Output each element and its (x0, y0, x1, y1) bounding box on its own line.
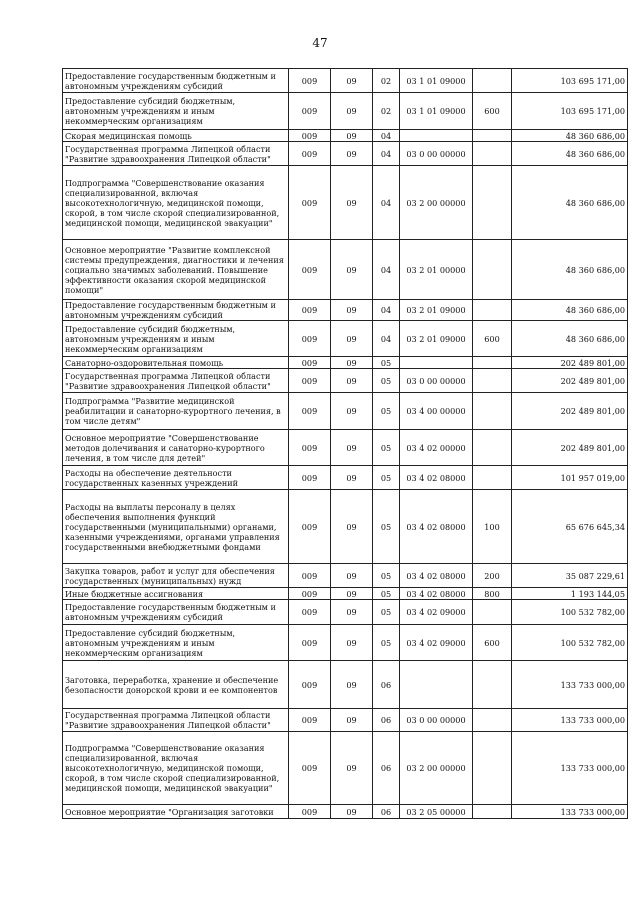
subsection-code: 04 (373, 321, 400, 357)
table-row (63, 600, 628, 625)
row-amount: 202 489 801,00 (512, 357, 628, 369)
grbs-code: 009 (289, 93, 331, 130)
grbs-code: 009 (289, 321, 331, 357)
table-row (63, 240, 628, 300)
table-row (63, 490, 628, 564)
row-name: Основное мероприятие "Организация заготовки (63, 805, 289, 819)
row-amount: 48 360 686,00 (512, 240, 628, 300)
subsection-code: 05 (373, 369, 400, 393)
section-code: 09 (331, 661, 373, 709)
row-name: Основное мероприятие "Совершенствование методов долечивания и санаторно-курортного лечения, в том числе для детей" (63, 430, 289, 466)
section-code: 09 (331, 709, 373, 732)
grbs-code: 009 (289, 490, 331, 564)
expense-type-code (473, 393, 512, 430)
target-article-code: 03 4 02 00000 (400, 430, 473, 466)
subsection-code: 05 (373, 430, 400, 466)
row-name: Предоставление субсидий бюджетным, автономным учреждениям и иным некоммерческим организациям (63, 321, 289, 357)
table-row (63, 93, 628, 130)
grbs-code: 009 (289, 466, 331, 490)
row-name: Подпрограмма "Развитие медицинской реабилитации и санаторно-курортного лечения, в том числе детям" (63, 393, 289, 430)
grbs-code: 009 (289, 600, 331, 625)
section-code: 09 (331, 300, 373, 321)
row-name: Предоставление субсидий бюджетным, автономным учреждениям и иным некоммерческим организациям (63, 93, 289, 130)
expense-type-code (473, 142, 512, 166)
target-article-code: 03 4 00 00000 (400, 393, 473, 430)
row-amount: 202 489 801,00 (512, 369, 628, 393)
grbs-code: 009 (289, 166, 331, 240)
target-article-code (400, 130, 473, 142)
row-amount: 1 193 144,05 (512, 588, 628, 600)
grbs-code: 009 (289, 661, 331, 709)
section-code: 09 (331, 625, 373, 661)
row-name: Предоставление субсидий бюджетным, автономным учреждениям и иным некоммерческим организациям (63, 625, 289, 661)
target-article-code: 03 2 01 09000 (400, 321, 473, 357)
expense-type-code: 100 (473, 490, 512, 564)
row-name: Скорая медицинская помощь (63, 130, 289, 142)
subsection-code: 04 (373, 142, 400, 166)
table-row (63, 564, 628, 588)
row-name: Расходы на выплаты персоналу в целях обеспечения выполнения функций государственными (муниципальными) органами, казенными учреждениями, органами управления государственными внебюджетными фондами (63, 490, 289, 564)
section-code: 09 (331, 130, 373, 142)
section-code: 09 (331, 369, 373, 393)
subsection-code: 05 (373, 393, 400, 430)
section-code: 09 (331, 240, 373, 300)
table-row (63, 466, 628, 490)
section-code: 09 (331, 69, 373, 93)
row-name: Подпрограмма "Совершенствование оказания специализированной, включая высокотехнологичную, медицинской помощи, скорой, в том числе скорой специализированной, медицинской помощи, медицинской эвакуации" (63, 732, 289, 805)
target-article-code: 03 2 00 00000 (400, 166, 473, 240)
row-name: Закупка товаров, работ и услуг для обеспечения государственных (муниципальных) нужд (63, 564, 289, 588)
table-row (63, 357, 628, 369)
subsection-code: 05 (373, 357, 400, 369)
subsection-code: 04 (373, 240, 400, 300)
grbs-code: 009 (289, 142, 331, 166)
subsection-code: 04 (373, 130, 400, 142)
expense-type-code: 200 (473, 564, 512, 588)
expense-type-code (473, 466, 512, 490)
target-article-code: 03 2 01 09000 (400, 300, 473, 321)
row-amount: 48 360 686,00 (512, 130, 628, 142)
subsection-code: 05 (373, 466, 400, 490)
row-amount: 100 532 782,00 (512, 625, 628, 661)
subsection-code: 06 (373, 805, 400, 819)
subsection-code: 06 (373, 732, 400, 805)
subsection-code: 06 (373, 709, 400, 732)
row-amount: 65 676 645,34 (512, 490, 628, 564)
section-code: 09 (331, 600, 373, 625)
row-amount: 35 087 229,61 (512, 564, 628, 588)
row-amount: 133 733 000,00 (512, 709, 628, 732)
grbs-code: 009 (289, 625, 331, 661)
section-code: 09 (331, 732, 373, 805)
row-name: Подпрограмма "Совершенствование оказания специализированной, включая высокотехнологичную, медицинской помощи, скорой, в том числе скорой специализированной, медицинской помощи, медицинской эвакуации" (63, 166, 289, 240)
section-code: 09 (331, 805, 373, 819)
grbs-code: 009 (289, 130, 331, 142)
table-row (63, 625, 628, 661)
section-code: 09 (331, 430, 373, 466)
row-name: Государственная программа Липецкой области "Развитие здравоохранения Липецкой области" (63, 369, 289, 393)
subsection-code: 05 (373, 600, 400, 625)
row-name: Основное мероприятие "Развитие комплексной системы предупреждения, диагностики и лечения социально значимых заболеваний. Повышение эффективности оказания скорой медицинской помощи" (63, 240, 289, 300)
target-article-code: 03 2 00 00000 (400, 732, 473, 805)
target-article-code: 03 4 02 08000 (400, 564, 473, 588)
grbs-code: 009 (289, 564, 331, 588)
grbs-code: 009 (289, 69, 331, 93)
expense-type-code (473, 300, 512, 321)
section-code: 09 (331, 357, 373, 369)
table-row (63, 588, 628, 600)
row-name: Иные бюджетные ассигнования (63, 588, 289, 600)
grbs-code: 009 (289, 240, 331, 300)
table-row (63, 805, 628, 819)
target-article-code: 03 4 02 09000 (400, 600, 473, 625)
section-code: 09 (331, 93, 373, 130)
target-article-code: 03 0 00 00000 (400, 709, 473, 732)
grbs-code: 009 (289, 709, 331, 732)
grbs-code: 009 (289, 732, 331, 805)
expense-type-code (473, 166, 512, 240)
subsection-code: 04 (373, 166, 400, 240)
row-name: Расходы на обеспечение деятельности государственных казенных учреждений (63, 466, 289, 490)
section-code: 09 (331, 393, 373, 430)
expense-type-code (473, 732, 512, 805)
table-row (63, 430, 628, 466)
expense-type-code (473, 430, 512, 466)
table-row (63, 69, 628, 93)
section-code: 09 (331, 166, 373, 240)
table-row (63, 661, 628, 709)
row-amount: 48 360 686,00 (512, 166, 628, 240)
target-article-code: 03 4 02 09000 (400, 625, 473, 661)
row-amount: 133 733 000,00 (512, 661, 628, 709)
section-code: 09 (331, 321, 373, 357)
row-name: Предоставление государственным бюджетным и автономным учреждениям субсидий (63, 600, 289, 625)
target-article-code (400, 357, 473, 369)
table-row (63, 166, 628, 240)
expense-type-code (473, 357, 512, 369)
target-article-code (400, 661, 473, 709)
section-code: 09 (331, 588, 373, 600)
row-name: Заготовка, переработка, хранение и обеспечение безопасности донорской крови и ее компонентов (63, 661, 289, 709)
expense-type-code: 800 (473, 588, 512, 600)
subsection-code: 05 (373, 588, 400, 600)
expense-type-code (473, 600, 512, 625)
expense-type-code: 600 (473, 625, 512, 661)
subsection-code: 05 (373, 564, 400, 588)
target-article-code: 03 2 05 00000 (400, 805, 473, 819)
row-amount: 202 489 801,00 (512, 430, 628, 466)
row-amount: 101 957 019,00 (512, 466, 628, 490)
target-article-code: 03 0 00 00000 (400, 369, 473, 393)
subsection-code: 06 (373, 661, 400, 709)
grbs-code: 009 (289, 300, 331, 321)
grbs-code: 009 (289, 588, 331, 600)
expense-type-code (473, 805, 512, 819)
section-code: 09 (331, 490, 373, 564)
grbs-code: 009 (289, 393, 331, 430)
subsection-code: 05 (373, 625, 400, 661)
row-name: Предоставление государственным бюджетным и автономным учреждениям субсидий (63, 300, 289, 321)
expense-type-code (473, 240, 512, 300)
row-name: Предоставление государственным бюджетным и автономным учреждениям субсидий (63, 69, 289, 93)
row-amount: 48 360 686,00 (512, 142, 628, 166)
section-code: 09 (331, 142, 373, 166)
row-amount: 133 733 000,00 (512, 805, 628, 819)
row-amount: 48 360 686,00 (512, 321, 628, 357)
target-article-code: 03 0 00 00000 (400, 142, 473, 166)
subsection-code: 02 (373, 93, 400, 130)
row-name: Государственная программа Липецкой области "Развитие здравоохранения Липецкой области" (63, 709, 289, 732)
table-row (63, 142, 628, 166)
target-article-code: 03 2 01 00000 (400, 240, 473, 300)
subsection-code: 04 (373, 300, 400, 321)
budget-table (62, 68, 628, 819)
grbs-code: 009 (289, 805, 331, 819)
section-code: 09 (331, 564, 373, 588)
grbs-code: 009 (289, 369, 331, 393)
subsection-code: 05 (373, 490, 400, 564)
target-article-code: 03 4 02 08000 (400, 588, 473, 600)
target-article-code: 03 1 01 09000 (400, 93, 473, 130)
expense-type-code: 600 (473, 93, 512, 130)
target-article-code: 03 1 01 09000 (400, 69, 473, 93)
expense-type-code: 600 (473, 321, 512, 357)
table-row (63, 300, 628, 321)
table-row (63, 130, 628, 142)
table-row (63, 709, 628, 732)
row-amount: 48 360 686,00 (512, 300, 628, 321)
row-amount: 133 733 000,00 (512, 732, 628, 805)
table-row (63, 369, 628, 393)
row-amount: 202 489 801,00 (512, 393, 628, 430)
expense-type-code (473, 709, 512, 732)
expense-type-code (473, 369, 512, 393)
grbs-code: 009 (289, 357, 331, 369)
target-article-code: 03 4 02 08000 (400, 490, 473, 564)
expense-type-code (473, 661, 512, 709)
expense-type-code (473, 130, 512, 142)
subsection-code: 02 (373, 69, 400, 93)
row-amount: 103 695 171,00 (512, 93, 628, 130)
section-code: 09 (331, 466, 373, 490)
expense-type-code (473, 69, 512, 93)
grbs-code: 009 (289, 430, 331, 466)
table-row (63, 393, 628, 430)
row-amount: 103 695 171,00 (512, 69, 628, 93)
table-row (63, 321, 628, 357)
table-row (63, 732, 628, 805)
row-name: Государственная программа Липецкой области "Развитие здравоохранения Липецкой области" (63, 142, 289, 166)
page-number: 47 (312, 36, 328, 50)
target-article-code: 03 4 02 08000 (400, 466, 473, 490)
row-amount: 100 532 782,00 (512, 600, 628, 625)
row-name: Санаторно-оздоровительная помощь (63, 357, 289, 369)
